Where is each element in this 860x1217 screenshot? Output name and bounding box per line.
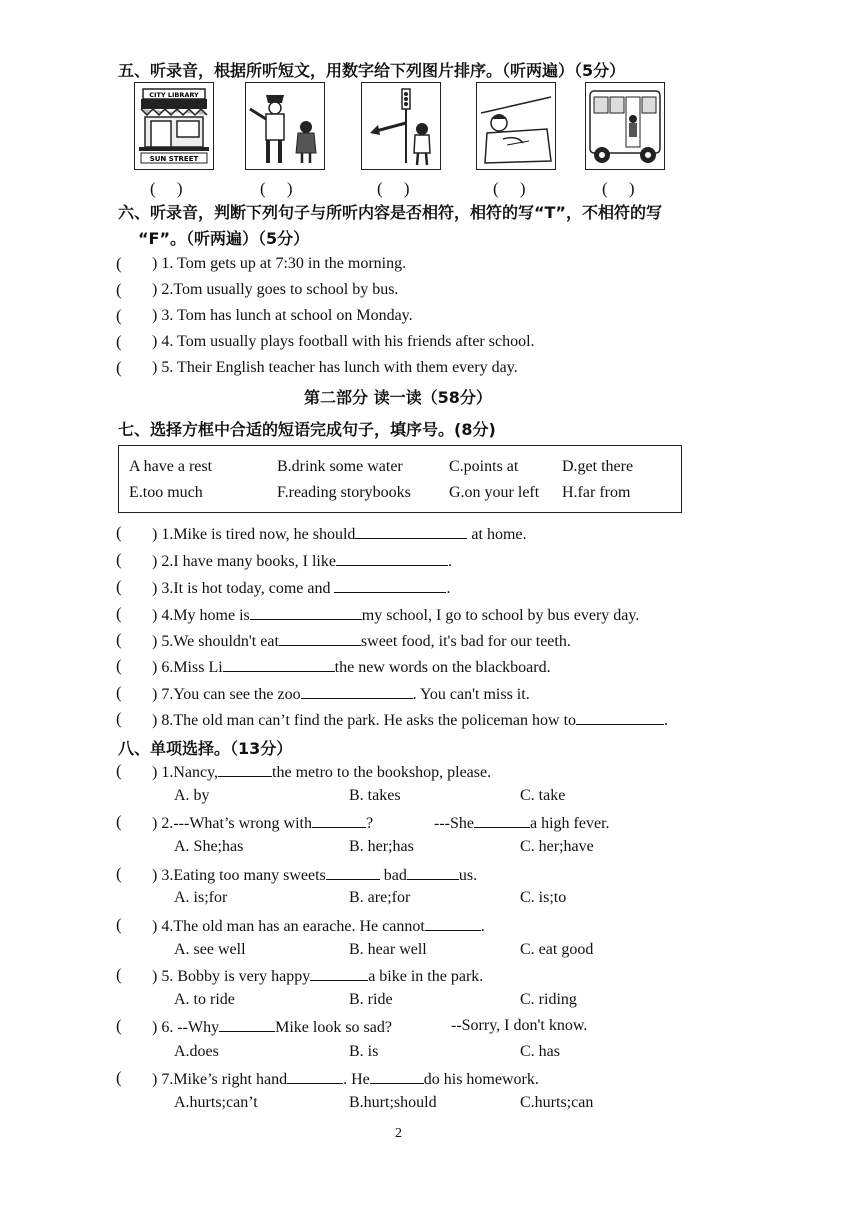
library-building-icon bbox=[135, 83, 213, 169]
answer-paren[interactable]: ( bbox=[116, 864, 122, 883]
phrase-g: G.on your left bbox=[449, 484, 540, 501]
fill-item-3: ) 3.It is hot today, come and . bbox=[152, 580, 451, 597]
mc-question-1: ) 1.Nancy, the metro to the bookshop, please. bbox=[152, 764, 492, 781]
mc-1-option-a[interactable]: A. by bbox=[174, 787, 210, 804]
answer-paren[interactable]: ( bbox=[116, 812, 122, 831]
answer-blank[interactable] bbox=[355, 524, 467, 539]
picture-5-answer[interactable]: ( ) bbox=[602, 179, 635, 198]
page-number: 2 bbox=[395, 1126, 402, 1141]
picture-5 bbox=[585, 82, 665, 170]
mc-3-option-b[interactable]: B. are;for bbox=[349, 889, 411, 906]
fill-item-2: ) 2.I have many books, I like . bbox=[152, 553, 452, 570]
picture-2-answer[interactable]: ( ) bbox=[260, 179, 293, 198]
answer-paren[interactable]: ( bbox=[116, 358, 122, 377]
answer-blank[interactable] bbox=[312, 813, 366, 828]
mc-question-2-reply: ---She a high fever. bbox=[434, 815, 610, 832]
answer-paren[interactable]: ( bbox=[116, 630, 122, 649]
answer-paren[interactable]: ( bbox=[116, 1016, 122, 1035]
girl-getting-on-bus-icon bbox=[586, 83, 664, 169]
mc-4-option-c[interactable]: C. eat good bbox=[520, 941, 594, 958]
phrase-a: A have a rest bbox=[129, 458, 213, 475]
phrase-b: B.drink some water bbox=[277, 458, 403, 475]
answer-blank[interactable] bbox=[287, 1069, 343, 1084]
answer-blank[interactable] bbox=[301, 684, 413, 699]
tf-item-5: ) 5. Their English teacher has lunch with them every day. bbox=[152, 359, 518, 376]
answer-paren[interactable]: ( bbox=[116, 306, 122, 325]
mc-question-6: ) 6. --Why Mike look so sad? bbox=[152, 1019, 392, 1036]
answer-blank[interactable] bbox=[279, 631, 361, 646]
fill-item-4: ) 4.My home is my school, I go to school by bus every day. bbox=[152, 607, 640, 624]
mc-7-option-b[interactable]: B.hurt;should bbox=[349, 1094, 437, 1111]
answer-paren[interactable]: ( bbox=[116, 656, 122, 675]
answer-blank[interactable] bbox=[474, 813, 530, 828]
phrase-e: E.too much bbox=[129, 484, 203, 501]
picture-3-answer[interactable]: ( ) bbox=[377, 179, 410, 198]
mc-7-option-a[interactable]: A.hurts;can’t bbox=[174, 1094, 258, 1111]
section-5-title: 五、听录音，根据所听短文，用数字给下列图片排序。（听两遍）（5分） bbox=[118, 61, 626, 80]
mc-3-option-c[interactable]: C. is;to bbox=[520, 889, 567, 906]
answer-paren[interactable]: ( bbox=[116, 550, 122, 569]
answer-blank[interactable] bbox=[326, 865, 380, 880]
answer-blank[interactable] bbox=[334, 578, 446, 593]
phrase-h: H.far from bbox=[562, 484, 631, 501]
answer-paren[interactable]: ( bbox=[116, 254, 122, 273]
mc-2-option-b[interactable]: B. her;has bbox=[349, 838, 414, 855]
picture-1-answer[interactable]: ( ) bbox=[150, 179, 183, 198]
answer-paren[interactable]: ( bbox=[116, 709, 122, 728]
mc-6-option-c[interactable]: C. has bbox=[520, 1043, 560, 1060]
mc-question-4: ) 4.The old man has an earache. He cannot . bbox=[152, 918, 485, 935]
answer-blank[interactable] bbox=[223, 657, 335, 672]
mc-4-option-b[interactable]: B. hear well bbox=[349, 941, 427, 958]
fill-item-6: ) 6.Miss Li the new words on the blackboard. bbox=[152, 659, 551, 676]
answer-paren[interactable]: ( bbox=[116, 915, 122, 934]
section-8-title: 八、单项选择。（13分） bbox=[118, 739, 293, 758]
traffic-light-turn-left-icon bbox=[362, 83, 440, 169]
mc-2-option-c[interactable]: C. her;have bbox=[520, 838, 594, 855]
answer-blank[interactable] bbox=[250, 605, 362, 620]
answer-paren[interactable]: ( bbox=[116, 523, 122, 542]
policeman-and-girl-icon bbox=[246, 83, 324, 169]
tf-item-1: ) 1. Tom gets up at 7:30 in the morning. bbox=[152, 255, 407, 272]
mc-7-option-c[interactable]: C.hurts;can bbox=[520, 1094, 594, 1111]
answer-paren[interactable]: ( bbox=[116, 761, 122, 780]
fill-item-1: ) 1.Mike is tired now, he should at home. bbox=[152, 526, 527, 543]
tf-item-2: ) 2.Tom usually goes to school by bus. bbox=[152, 281, 399, 298]
answer-blank[interactable] bbox=[336, 551, 448, 566]
mc-5-option-b[interactable]: B. ride bbox=[349, 991, 393, 1008]
mc-6-option-b[interactable]: B. is bbox=[349, 1043, 379, 1060]
answer-blank[interactable] bbox=[370, 1069, 424, 1084]
tf-item-3: ) 3. Tom has lunch at school on Monday. bbox=[152, 307, 413, 324]
library-sign-bottom: SUN STREET bbox=[149, 155, 199, 163]
mc-question-2: ) 2.---What’s wrong with ? bbox=[152, 815, 374, 832]
mc-6-option-a[interactable]: A.does bbox=[174, 1043, 219, 1060]
answer-blank[interactable] bbox=[407, 865, 459, 880]
answer-blank[interactable] bbox=[576, 710, 664, 725]
fill-item-7: ) 7.You can see the zoo . You can't miss it. bbox=[152, 686, 530, 703]
picture-4 bbox=[476, 82, 556, 170]
fill-item-8: ) 8.The old man can’t find the park. He asks the policeman how to . bbox=[152, 712, 669, 729]
fill-item-5: ) 5.We shouldn't eat sweet food, it's bad for our teeth. bbox=[152, 633, 571, 650]
mc-question-7: ) 7.Mike’s right hand . He do his homework. bbox=[152, 1071, 539, 1088]
answer-paren[interactable]: ( bbox=[116, 332, 122, 351]
answer-paren[interactable]: ( bbox=[116, 965, 122, 984]
answer-paren[interactable]: ( bbox=[116, 1068, 122, 1087]
section-7-title: 七、选择方框中合适的短语完成句子，填序号。(8分) bbox=[118, 420, 496, 439]
answer-paren[interactable]: ( bbox=[116, 683, 122, 702]
section-6-title-line1: 六、听录音，判断下列句子与所听内容是否相符，相符的写“T”，不相符的写 bbox=[118, 203, 662, 222]
section-6-title-line2: “F”。（听两遍）（5分） bbox=[138, 229, 310, 248]
answer-paren[interactable]: ( bbox=[116, 604, 122, 623]
mc-2-option-a[interactable]: A. She;has bbox=[174, 838, 244, 855]
phrase-f: F.reading storybooks bbox=[277, 484, 411, 501]
phrase-box bbox=[118, 445, 682, 513]
picture-1 bbox=[134, 82, 214, 170]
answer-paren[interactable]: ( bbox=[116, 577, 122, 596]
mc-1-option-c[interactable]: C. take bbox=[520, 787, 566, 804]
answer-blank[interactable] bbox=[219, 1017, 275, 1032]
picture-3 bbox=[361, 82, 441, 170]
phrase-d: D.get there bbox=[562, 458, 634, 475]
phrase-c: C.points at bbox=[449, 458, 519, 475]
sick-person-in-bed-icon bbox=[477, 83, 555, 169]
library-sign-top: CITY LIBRARY bbox=[149, 91, 199, 99]
mc-question-3: ) 3.Eating too many sweets bad us. bbox=[152, 867, 478, 884]
answer-blank[interactable] bbox=[425, 916, 481, 931]
mc-1-option-b[interactable]: B. takes bbox=[349, 787, 401, 804]
mc-question-6-reply: --Sorry, I don't know. bbox=[451, 1017, 588, 1034]
picture-2 bbox=[245, 82, 325, 170]
mc-question-5: ) 5. Bobby is very happy a bike in the park. bbox=[152, 968, 484, 985]
answer-blank[interactable] bbox=[218, 762, 272, 777]
part-2-title: 第二部分 读一读（58分） bbox=[304, 388, 492, 407]
picture-4-answer[interactable]: ( ) bbox=[493, 179, 526, 198]
mc-4-option-a[interactable]: A. see well bbox=[174, 941, 246, 958]
answer-paren[interactable]: ( bbox=[116, 280, 122, 299]
mc-5-option-a[interactable]: A. to ride bbox=[174, 991, 235, 1008]
answer-blank[interactable] bbox=[310, 966, 368, 981]
mc-3-option-a[interactable]: A. is;for bbox=[174, 889, 228, 906]
mc-5-option-c[interactable]: C. riding bbox=[520, 991, 577, 1008]
tf-item-4: ) 4. Tom usually plays football with his friends after school. bbox=[152, 333, 535, 350]
